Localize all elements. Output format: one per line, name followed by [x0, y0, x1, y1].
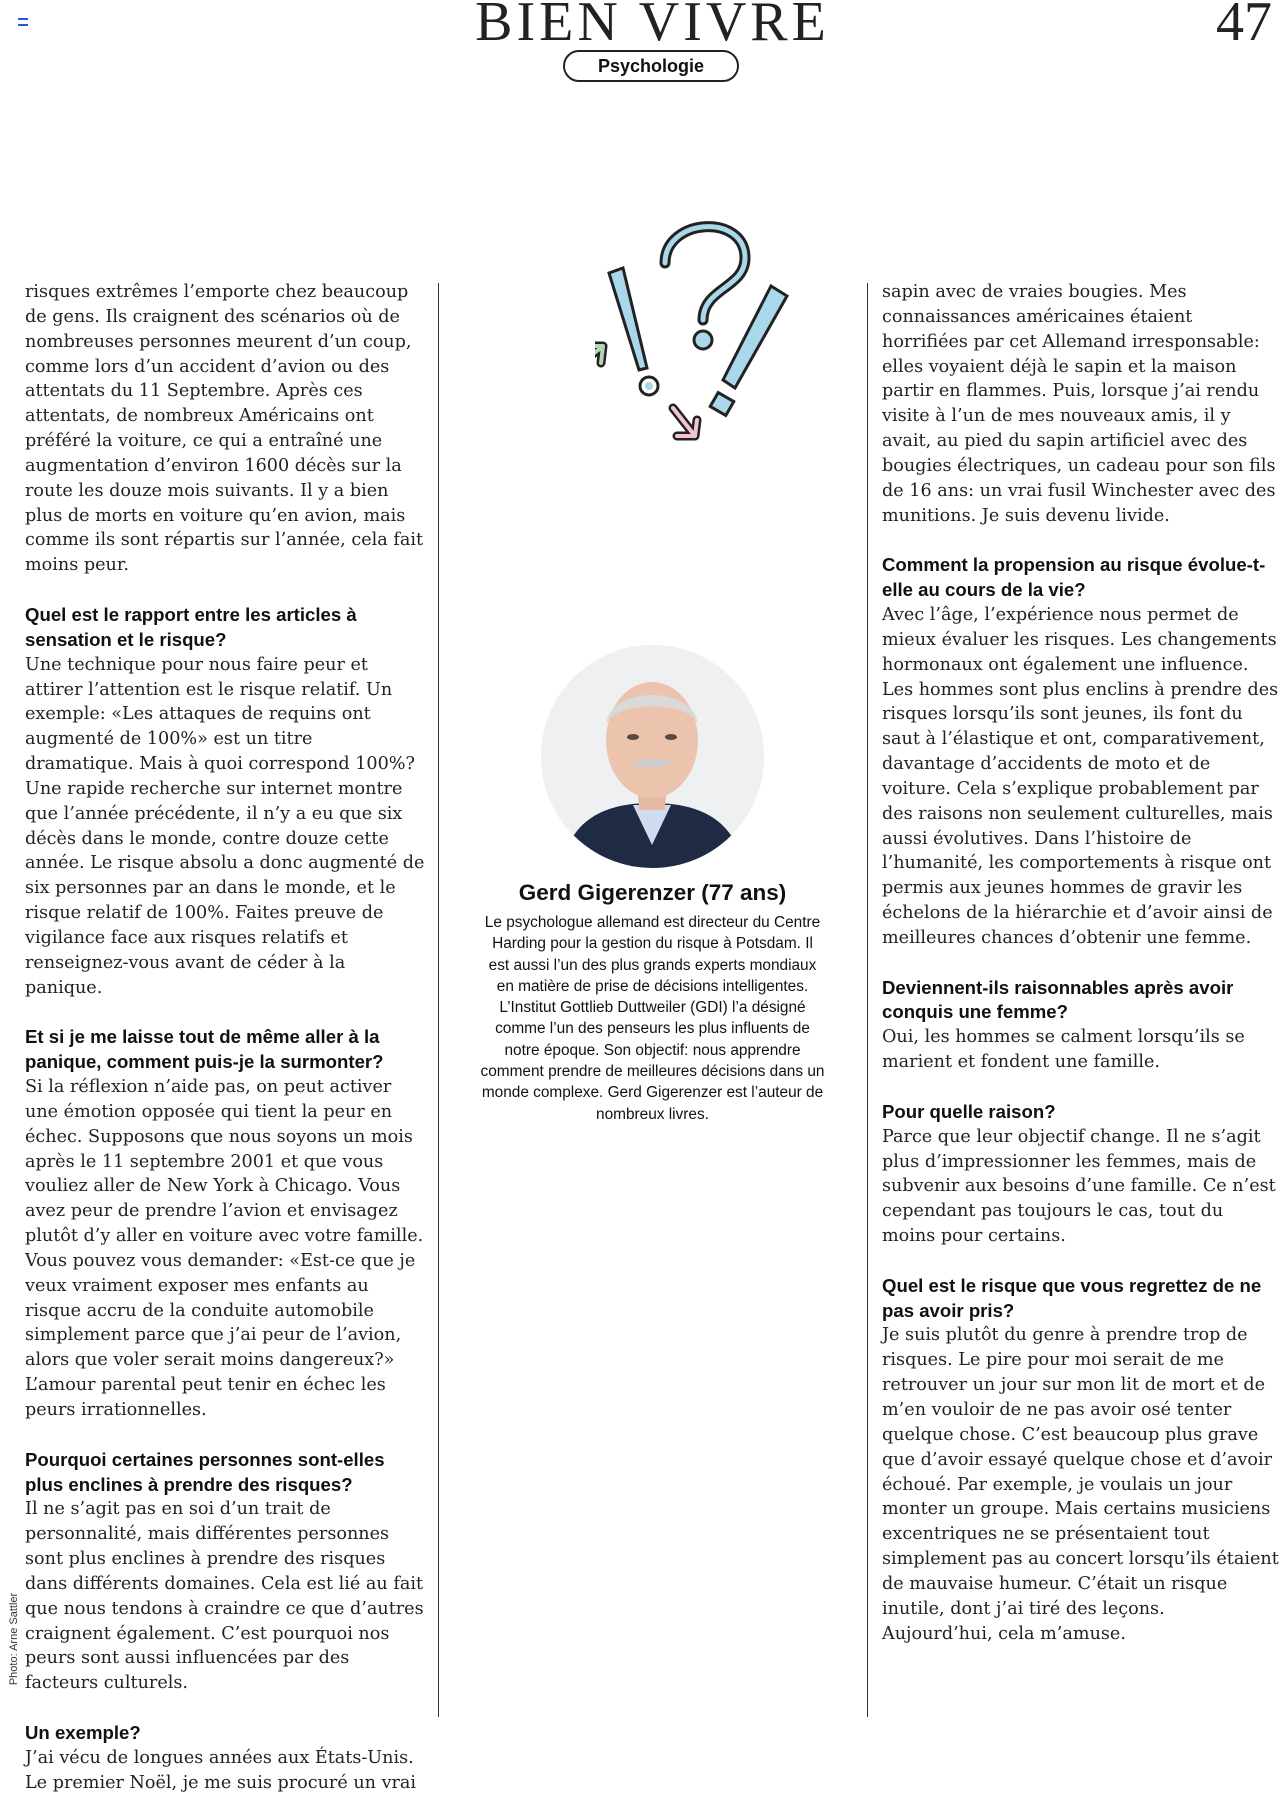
page-number: 47 [1216, 0, 1272, 53]
paragraph: sapin avec de vraies bougies. Mes connaissances américaines étaient horrifiées par cet Allemand irresponsable: elles voyaient déjà le sapin et la maison partir en flammes. Puis, lorsque j’ai rendu visite à l’un de mes nouveaux amis, il y avait, au pied du sapin artificiel avec des bougies électriques, un cadeau pour son fils de 16 ans: un vrai fusil Winchester avec des munitions. Je suis devenu livide. [882, 282, 1276, 526]
column-divider-left [438, 283, 439, 1717]
article-column-right [882, 280, 1280, 1671]
answer-paragraph: J’ai vécu de longues années aux États-Unis. Le premier Noël, je me suis procuré un vrai [25, 1747, 417, 1793]
section-title: BIEN VIVRE [475, 0, 830, 53]
question-mark-icon [665, 227, 745, 320]
question-heading: Et si je me laisse tout de même aller à la panique, comment puis-je la surmonter? [25, 1026, 384, 1073]
question-dot-icon [694, 331, 712, 349]
paragraph: risques extrêmes l’emporte chez beaucoup de gens. Ils craignent des scénarios où de nombreuses personnes meurent d’un coup, comme lors d’un accident d’avion ou des attentats du 11 Septembre. Après ces attentats, de nombreux Américains ont préféré la voiture, ce qui a entraîné une augmentation d’environ 1600 décès sur la route les douze mois suivants. Il y a bien plus de morts en voiture qu’en avion, mais comme ils sont répartis sur l’année, cela fait moins peur. [25, 282, 424, 576]
exclamation-right-icon [710, 286, 787, 415]
rubric-badge: Psychologie [563, 50, 739, 82]
answer-paragraph: Avec l’âge, l’expérience nous permet de mieux évaluer les risques. Les changements hormonaux ont également une influence. Les hommes sont plus enclins à prendre des risques lorsqu’ils sont jeunes, ils font du saut à l’élastique et ont, comparativement, davantage d’accidents de moto et de voiture. Cela s’explique probablement par des raisons non seulement culturelles, mais aussi évolutives. Dans l’histoire de l’humanité, les comportements à risque ont permis aux jeunes hommes de gravir les échelons de la hiérarchie et d’avoir ainsi de meilleures chances d’obtenir une femme. [882, 604, 1279, 948]
exclamation-left-icon [609, 268, 658, 395]
answer-paragraph: Je suis plutôt du genre à prendre trop de risques. Le pire pour moi serait de me retrouver un jour sur mon lit de mort et de m’en vouloir de ne pas avoir osé tenter quelque chose. C’est beaucoup plus grave que d’avoir essayé quelque chose et d’avoir échoué. Par exemple, je voulais un jour monter un groupe. Mais certains musiciens excentriques ne se présentaient tout simplement pas au concert lorsqu’ils étaient de mauvaise humeur. C’était un risque inutile, dont j’ai tiré des leçons. Aujourd’hui, cela m’amuse. [882, 1325, 1279, 1644]
caption-name: Gerd Gigerenzer (77 ans) [518, 880, 787, 905]
question-heading: Quel est le risque que vous regrettez de ne pas avoir pris? [882, 1274, 1262, 1321]
column-divider-right [867, 283, 868, 1717]
arrow-up-right-icon [595, 346, 603, 376]
question-heading: Comment la propension au risque évolue-t-elle au cours de la vie? [882, 554, 1266, 601]
question-heading: Quel est le rapport entre les articles à sensation et le risque? [25, 603, 357, 650]
answer-paragraph: Oui, les hommes se calment lorsqu’ils se marient et fondent une famille. [882, 1027, 1245, 1073]
article-column-left [25, 280, 425, 1820]
question-heading: Pour quelle raison? [882, 1100, 1056, 1122]
author-portrait [541, 645, 764, 868]
answer-paragraph: Parce que leur objectif change. Il ne s’agit plus d’impressionner les femmes, mais de subvenir aux besoins d’une famille. Ce n’est cependant pas toujours le cas, tout du moins pour certains. [882, 1126, 1276, 1247]
question-heading: Deviennent-ils raisonnables après avoir conquis une femme? [882, 976, 1234, 1023]
question-heading: Un exemple? [25, 1721, 141, 1743]
question-exclamation-illustration [595, 208, 815, 478]
question-heading: Pourquoi certaines personnes sont-elles plus enclines à prendre des risques? [25, 1448, 385, 1495]
arrow-down-right-icon [673, 408, 697, 436]
caption-text: Le psychologue allemand est directeur du Centre Harding pour la gestion du risque à Potsdam. Il est aussi l’un des plus grands experts mondiaux en matière de prise de décisions intelligentes. L’Institut Gottlieb Duttweiler (GDI) l’a désigné comme l’un des penseurs les plus influents de notre époque. Son objectif: nous apprendre comment prendre de meilleures décisions dans un monde complexe. Gerd Gigerenzer est l’auteur de nombreux livres. [480, 914, 825, 1123]
answer-paragraph: Si la réflexion n’aide pas, on peut activer une émotion opposée qui tient la peur en échec. Supposons que nous soyons un mois après le 11 septembre 2001 et que vous vouliez aller de New York à Chicago. Vous avez peur de prendre l’avion et envisagez plutôt d’y aller en voiture avec votre famille. Vous pouvez vous demander: «Est-ce que je veux vraiment exposer mes enfants au risque accru de la conduite automobile simplement parce que j’ai peur de l’avion, alors que voler serait moins dangereux?» L’amour parental peut tenir en échec les peurs irrationnelles. [25, 1077, 424, 1420]
photo-credit: Photo: Arne Sattler [8, 1592, 20, 1686]
answer-paragraph: Une technique pour nous faire peur et attirer l’attention est le risque relatif. Un exemple: «Les attaques de requins ont augmenté de 100%» est un titre dramatique. Mais à quoi correspond 100%? Une rapide recherche sur internet montre que l’année précédente, il n’y a eu que six décès dans le monde, contre douze cette année. Le risque absolu a donc augmenté de six personnes par an dans le monde, et le risque relatif de 100%. Faites preuve de vigilance face aux risques relatifs et renseignez-vous avant de céder à la panique. [25, 654, 425, 998]
answer-paragraph: Il ne s’agit pas en soi d’un trait de personnalité, mais différentes personnes sont plus enclines à prendre des risques dans différents domaines. Cela est lié au fait que nous tendons à craindre ce que d’autres craignent également. C’est pourquoi nos peurs sont aussi influencées par des facteurs culturels. [25, 1499, 424, 1694]
